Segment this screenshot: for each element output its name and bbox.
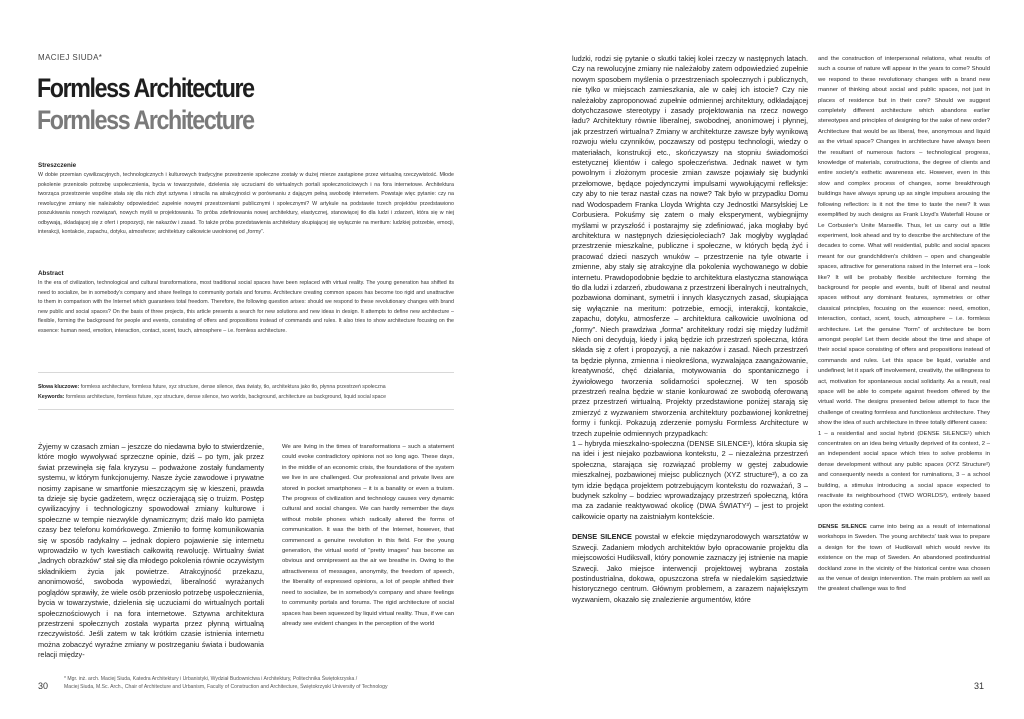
- author-name: MACIEJ SIUDA*: [38, 53, 103, 62]
- keywords-divider-top: [38, 372, 454, 373]
- dense-silence-lead: DENSE SILENCE: [572, 532, 632, 542]
- body-column-english: We are living in the times of transformations – such a statement could evoke contradictory opinions not so long ago. These days, in the middle of an economic crisis, the foundations of the system we live in are challenged. Our professional and private lives are stored in pocket smartphones – it is a banality or even a truism. The progress of civilization and technology causes very dynamic cultural and social changes. We can hardly remember the days without mobile phones which radically altered the forms of communication. It was the birth of the Internet, however, that commenced a genuine revolution in this field. For the young generation, the virtual world of “pretty images” has become as obvious and omnipresent as the air we breathe in. Owing to the attractiveness of messages, anonymity, the freedom of speech, the liberality of expressed opinions, a lot of people shifted their need to socialize, be in somebody's company and share feelings to community portals and forums. The rigid architecture of social spaces has been squeezed by liquid virtual reality. Thus, if we can already see evident changes in the perception of the world: [282, 444, 455, 627]
- right-page: [512, 0, 1024, 719]
- dense-silence-lead: DENSE SILENCE: [818, 523, 867, 530]
- article-title-english: Formless Architecture: [37, 105, 254, 135]
- page-number: 31: [974, 681, 985, 691]
- footnote-line-english: Maciej Siuda, M.Sc. Arch., Chair of Architecture and Urbanism, Faculty of Construction and Architecture, Świętokrzyski University of Technology: [64, 683, 388, 690]
- keywords-polish-label: Słowa kluczowe:: [38, 384, 80, 390]
- paragraph: 1 – a residential and social hybrid (DENSE SILENCE¹) which concentrates on an idea being virtually deprived of its context, 2 – an independent social space which tries to solve problems in dense development without any public spaces (XYZ Structure²) and consequently needs a context for ruminations, 3 – a school building, a stimulus introducing a social space expected to reactivate its neighbourhood (TWO WORLDS³), entirely based upon the existing context.: [818, 430, 990, 510]
- streszczenie-heading: Streszczenie: [38, 162, 77, 169]
- paragraph: and the construction of interpersonal relations, what results of such a course of nature will appear in the years to come? Should we respond to these revolutionary changes with a brand new manner of thinking about social and public spaces, not just in places of residence but in their core? Should we suggest completely different architecture which abandons earlier stereotypes and principles of designing for the sake of new order? Architecture that would be as liberal, free, anonymous and liquid as the virtual space? Changes in architecture have always been the resultant of numerous factors – technological progress, knowledge of materials, constructions, the degree of clients and entire society's esthetic awareness etc. However, even in this slow and complex process of changes, some breakthrough buildings have always sprung up as single impulses arousing the following reflection: is it not the time to taste the new? It was exemplified by such designs as Frank Lloyd's Waterfall House or Le Corbusier's Unite Marseille. Thus, let us carry out a little experiment, look ahead and try to describe the architecture of the decades to come. What will residential, public and social spaces meant for our grandchildren's children – open and changeable spaces, attractive for generations raised in the Internet era – look like? It will be probably flexible architecture forming the background for people and events, built of liberal and neutral spaces without any dominant features, symmetries or other classical principles, focusing on the essence: need, emotion, interaction, contact, scent, touch, atmosphere – i.e. formless architecture. Let the genuine “form” of architecture be born amongst people! Let them decide about the time and shape of their social space consisting of offers and propositions instead of commands and rules. Let this space be liquid, variable and undefined; let it spark off involvement, creativity, the willingness to act, motivation for spontaneous social solidarity. As a result, real space will be able to compete against freedom offered by the virtual world. The designs presented below attempt to face the challenge of creating formless and functionless architecture. They show the idea of such architecture in three totally different cases:: [818, 56, 990, 427]
- keywords-english: [38, 393, 458, 402]
- abstract-heading: Abstract: [38, 270, 64, 277]
- footnote-line-polish: * Mgr. inż. arch. Maciej Siuda, Katedra Architektury i Urbanistyki, Wydział Budownictwa i Architektury, Politechnika Świętokrzyska /: [64, 676, 358, 682]
- body-column-polish: [572, 54, 808, 671]
- paragraph: 1 – hybryda mieszkalno-społeczna (DENSE SILENCE¹), która skupia się na idei i jest niejako pozbawiona kontekstu, 2 – niezależna przestrzeń społeczna, starająca się rozwiązać problemy w gęstej zabudowie mieszkalnej, pozbawionej miejsc publicznych (XYZ structure²), a co za tym idzie będąca projektem potrzebującym kontekstu do rozważań, 3 – budynek szkolny – bodziec wprowadzający przestrzeń społeczną, która ma za zadanie reaktywować okolicę (DWA ŚWIATY³) – jest to projekt całkowicie oparty na zaistniałym kontekście.: [572, 439, 808, 521]
- keywords-divider-bottom: [38, 409, 454, 410]
- streszczenie-text: W dobie przemian cywilizacyjnych, technologicznych i kulturowych tradycyjne przestrzenie społeczne zostały w dużej mierze zastąpione przez wirtualną rzeczywistość. Młode pokolenie przeniosło potrzebę uspołecznienia, bycia w towarzystwie, dzielenia się uczuciami do wirtualnych portali społecznościowych i na fora internetowe. Architektura tworząca przestrzenie wspólne stała się dla nich zbyt sztywna i stracila na atrakcyjności w porównaniu z dającym pełną swobodę internetem. Powstaje więc pytanie: czy na rewolucyjne zmiany nie należałoby odpowiedzieć zupełnie nowymi przestrzeniami publicznymi i społecznymi? W artykule na podstawie trzech projektów przedstawiono poszukiwania nowych rozwiązań, nowych myśli w projektowaniu. To próba zdefiniowania nowej architektury, elastycznej, stanowiącej tło dla ludzi i zdarzeń, która się w niej odbywają, skladającej się z ofert i propozycji, nie nakazów i zasad. To także próba przedstawienia architektury skupiającej się wyłącznie na meritum: ludzkiej potrzebie, emocji, interakcji, kontakcie, zapachu, dotyku, atmosferze; architektury całkowicie uwolnionej od „formy”.: [38, 172, 454, 235]
- keywords-english-list: formless architecture, formless future, xyz structure, dense silence, two worlds, background, architecture as background, liquid social space: [65, 394, 387, 400]
- body-column-polish: Żyjemy w czasach zmian – jeszcze do niedawna było to stwierdzenie, które mogło wywoływać sprzeczne opinie, dziś – po tym, jak przez świat przewinęła się fala kryzysu – podważone zostały fundamenty systemu, w którym funkcjonujemy. Nasze życie zawodowe i prywatne nosimy zapisane w smartfonie mieszczącym się w kieszeni, prawda ta dzieje się bycie gadżetem, wręcz oczierającą się o truizm. Postęp cywilizacyjny i technologiczny spowodował zmiany kulturowe i społeczne w tempie niezwykle dynamicznym; dziś mało kto pamięta czasy bez telefonu komórkowego. Zmieniło to formę komunikowania się w sposób radykalny – jednak dopiero pojawienie się internetu wprowadziło w tych kwestiach całkowitą rewolucję. Wirtualny świat „ladnych obrazków” stał się dla młodego pokolenia równie oczywistym składnikiem życia jak powietrze. Atrakcyjność przekazu, anonimowość, swoboda wypowiedzi, liberalność wyrażanych poglądów sprawiły, że wiele osób przeniosło potrzebę uspołecznienia, bycia w towarzystwie, dzielenia się uczuciami do wirtualnych portali społecznościowych i na fora internetowe. Sztywna architektura przestrzeni społecznych została wyparta przez płynną wirtualną rzeczywistość. Jeśli zatem w tak krótkim czasie istnienia internetu można zobaczyć wyraźne zmiany w postrzeganiu świata i budowania relacji między-: [38, 442, 264, 660]
- abstract-text: In the era of civilization, technological and cultural transformations, most traditional social spaces have been replaced with virtual reality. The young generation has shifted its need to socialize, be in somebody's company and share feelings to community portals and forums. Architecture creating common spaces has become too rigid and unattractive to them in comparison with the Internet which guarantees total freedom. Therefore, the following question arises: should we respond to these revolutionary changes with brand new public and social spaces? On the basis of three projects, this article presents a search for new solutions and new ideas in design. It attempts to define new architecture – flexible, forming the background for people and events, consisting of offers and propositions instead of commands and rules. It also tries to show architecture focusing on the essence: human need, emotion, interaction, contact, scent, touch, atmosphere – i.e. formless architecture.: [38, 280, 454, 334]
- paragraph-text: powstał w efekcie międzynarodowych warsztatów w Szwecji. Zadaniem młodych architektów było opracowanie projektu dla miejscowości Hudiksvall, który ponownie zaznaczy jej istnienie na mapie Szwecji. Jako miejsce interwencji projektowej wybrana została postindustrialna, dokowa, opuszczona strefa w niedalekim sąsiedztwie historycznego centrum. Głównym problemem, a zarazem największym wyzwaniem, okazało się znalezienie argumentów, które: [572, 532, 808, 604]
- keywords-polish: [38, 383, 458, 392]
- paragraph: ludzki, rodzi się pytanie o skutki takiej kolei rzeczy w następnych latach. Czy na rewolucyjne zmiany nie należałoby zatem odpowiedzieć zupełnie nowym sposobem myślenia o przestrzeniach społecznych i publicznych, nie tylko w miejscach zamieszkania, ale w całej ich istocie? Czy nie należałoby zaproponować zupełnie odmiennej architektury, odkładającej dotychczasowe stereotypy i zasady projektowania na rzecz nowego ładu? Architektury równie liberalnej, swobodnej, anonimowej i płynnej, jak przestrzeń wirtualna? Zmiany w architekturze zawsze były wynikową rozwoju wielu czynników, poczawszy od postępu technologii, wiedzy o materiałach, konstrukcji etc., skończywszy na stopniu świadomości estetycznej klientów i całego społeczeństwa. Jednak nawet w tym powolnym i złożonym procesie zmian zawsze pojawiały się budynki przełomowe, będące pojedynczymi impulsami wywołującymi refleksje: czy aby to nie teraz nastał czas na nowe? Tak było w przypadku Domu nad Wodospadem Franka Lloyda Wrighta czy Jednostki Marsylskiej Le Corbusiera. Pokuśmy się zatem o mały eksperyment, wybiegnijmy myślami w przyszłość i postarajmy się zdefiniować, jaka mogłaby być architektura w następnych dziesięcioleciach? Jak mogłyby wyglądać przestrzenie mieszkalne, publiczne i społeczne, w których będą żyć i pracować dzieci naszych wnuków – przestrzenie na tyle otwarte i zmienne, aby stały się atrakcyjne dla pokolenia wychowanego w dobie internetu. Prawdopodobnie będzie to architektura elastyczna stanowiąca tło dla ludzi i zdarzeń, zbudowana z przestrzeni liberalnych i neutralnych, pozbawiona dominant, symetrii i innych klasycznych zasad, skupiająca się wyłącznie na meritum: potrzebie, emocji, interakcji, kontakcie, zapachu, dotyku, atmosferze – architektura całkowicie uwolniona od „formy”. Niech prawdziwa „forma” architektury rodzi się między ludźmi! Niech oni decydują, kiedy i jaką będzie ich przestrzeń społeczna, która składa się z ofert i propozycji, a nie nakazów i zasad. Niech przestrzeń ta będzie płynna, zmienna i nieokreślona, wyzwalająca zaangażowanie, kreatywność, chęć działania, motywowania do spontanicznego i żywiołowego tworzenia solidarności społecznej. W ten sposób przestrzeń realna będzie w stanie konkurować ze swobodą oferowaną przez przestrzeń wirtualną. Projekty przedstawione poniżej starają się zmierzyć z wyzwaniem stworzenia architektury pozbawionej konkretnej formy i funkcji. Pokazują zderzenie pomysłu Formless Architecture w trzech zupełnie odmiennych przypadkach:: [572, 54, 808, 438]
- paragraph: [818, 522, 990, 595]
- body-column-english: [818, 54, 990, 671]
- keywords-polish-list: formless architecture, formless future, xyz structure, dense silence, dwa światy, tło, architektura jako tło, płynna przestrzeń społeczna: [80, 384, 386, 390]
- paragraph: [572, 532, 808, 605]
- paragraph-text: came into being as a result of international workshops in Sweden. The young architects' task was to prepare a design for the town of Hudiksvall which would revive its existence on the map of Sweden. An abandoned postindustrial dockland zone in the vicinity of the historical centre was chosen as the venue of design intervention. The main problem as well as the greatest challenge was to find: [818, 523, 990, 593]
- article-title: Formless Architecture: [37, 73, 254, 103]
- keywords-english-label: Keywords:: [38, 394, 65, 400]
- page-number: 30: [38, 681, 49, 691]
- footnote: [64, 676, 388, 691]
